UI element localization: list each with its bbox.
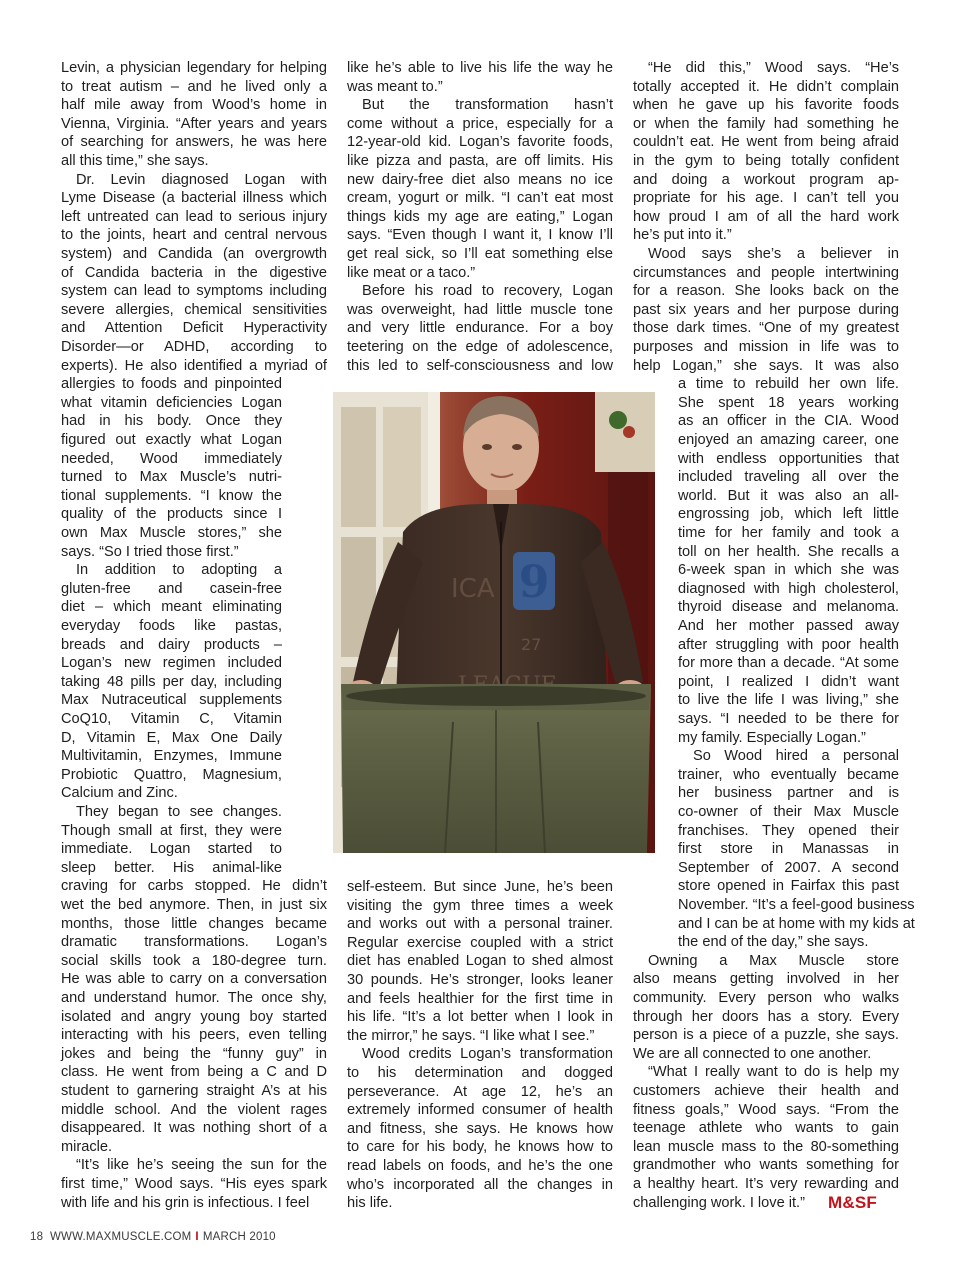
article-line: co-owner of their Max Muscle (678, 804, 899, 820)
article-line: past six years and her purpose during (633, 301, 899, 318)
article-line: enjoyed an amazing career, one (678, 432, 899, 448)
article-line: he’s put into it.” (633, 227, 732, 244)
article-line: was overweight, had little muscle tone (347, 301, 613, 318)
article-line: “He did this,” Wood says. “He’s (648, 60, 899, 76)
article-line: severe allergies, chemical sensitivities (61, 301, 327, 318)
article-line: She spent 18 years working (678, 394, 899, 411)
article-line: to treat autism – and he lived only a (61, 78, 327, 95)
article-line: like pizza and pasta, are off limits. His (347, 153, 613, 169)
article-line: cream, yogurt or milk. “I can’t eat most (347, 190, 613, 207)
article-line: Max Nutraceutical supplements (61, 692, 282, 709)
boy-holding-pants-photo (333, 392, 655, 853)
article-line: turned to Max Muscle’s nutri- (61, 469, 282, 486)
article-line: a healthy heart. It’s very rewarding and (633, 1176, 899, 1192)
article-line: They began to see changes. (76, 804, 282, 820)
article-line: when he gave up his favorite foods (633, 97, 899, 114)
article-line: and fitness, she says. He knows how (347, 1120, 613, 1137)
svg-text:ICA: ICA (451, 574, 495, 604)
article-line: like meat or a taco.” (347, 264, 476, 281)
article-line: fitness goals,” Wood says. “From the (633, 1101, 899, 1118)
article-line: diet – which meant eliminating (61, 599, 282, 616)
article-line: circumstances and people intertwining (633, 264, 899, 281)
article-line: So Wood hired a personal (693, 748, 899, 765)
article-line: says. “Even though I want it, I know I’ll (347, 227, 613, 244)
article-line: diagnosed with high cholesterol, (678, 580, 899, 597)
article-line: Lyme Disease (a bacterial illness which (61, 190, 327, 207)
article-line: Before his road to recovery, Logan (362, 283, 613, 300)
article-line: totally accepted it. He didn’t complain (633, 78, 899, 95)
article-line: what vitamin deficiencies Logan (61, 394, 282, 411)
article-line: to live the life I was living,” she (678, 692, 899, 709)
page-number: 18 (30, 1231, 44, 1243)
article-line: thyroid disease and melanoma. (678, 599, 899, 616)
article-line: teenage athlete who wants to gain (633, 1120, 899, 1137)
article-line: Logan’s new regimen included (61, 655, 282, 672)
article-line: everyday foods like pastas, (61, 618, 282, 634)
article-line: engrossing job, which left little (678, 506, 899, 523)
article-line: immediate. Logan started to (61, 841, 282, 858)
article-line: experts). He also identified a myriad of (61, 357, 327, 374)
article-line: teetering on the edge of adolescence, (347, 339, 613, 355)
article-line: through her doors has a story. Every (633, 1008, 899, 1025)
article-line: breads and dairy products – (61, 636, 282, 653)
article-line: says. “I needed to be there for (678, 711, 899, 727)
article-line: extremely informed consumer of health (347, 1102, 613, 1119)
article-line: Wood says she’s a believer in (648, 246, 899, 262)
article-line: like he’s able to live his life the way he (347, 60, 613, 76)
article-line: allergies to foods and pinpointed (61, 376, 282, 393)
article-line: figured out exactly what Logan (61, 432, 282, 448)
article-line: Calcium and Zinc. (61, 785, 178, 802)
article-line: tional supplements. “I know the (61, 487, 282, 504)
article-line: new dairy-free diet also means no ice (347, 171, 613, 188)
article-line: after struggling with poor health (678, 636, 899, 653)
article-line: was meant to.” (347, 78, 443, 95)
article-line: purposes and mission in life was to (633, 339, 899, 355)
article-line: self-esteem. But since June, he’s been (347, 879, 613, 895)
article-line: to care for his body, he knows how to (347, 1139, 613, 1156)
article-line: my family. Especially Logan.” (678, 729, 866, 746)
article-line: and I can be at home with my kids at (678, 915, 915, 932)
article-line: first store in Manassas in (678, 841, 899, 858)
article-line: student to garnering straight A’s at his (61, 1083, 327, 1099)
article-line: and Attention Deficit Hyperactivity (61, 320, 327, 337)
article-line: “It’s like he’s seeing the sun for the (76, 1157, 327, 1174)
article-line: middle school. And the violent rages (61, 1101, 327, 1118)
page-footer (30, 1231, 276, 1243)
article-line: But the transformation hasn’t (362, 97, 613, 114)
article-line: and understand humor. The once shy, (61, 990, 327, 1006)
article-line: CoQ10, Vitamin C, Vitamin (61, 711, 282, 727)
article-line: all this time,” she says. (61, 153, 209, 169)
article-line: for more than a decade. “At some (678, 655, 899, 672)
article-line: things kids my age are eating,” Logan (347, 208, 613, 225)
article-line: first time,” Wood says. “His eyes spark (61, 1176, 327, 1192)
article-line: to the joints, heart and central nervous (61, 227, 327, 244)
article-line: point, I realized I didn’t want (678, 673, 899, 690)
article-line: miracle. (61, 1138, 113, 1155)
article-line: class. He went from being a C and D (61, 1064, 327, 1081)
article-line: couldn’t eat. He went from being afraid (633, 134, 899, 151)
article-line: And her mother passed away (678, 618, 899, 634)
article-line: also means getting involved in her (633, 971, 899, 988)
article-line: D, Vitamin E, Max One Daily (61, 729, 282, 746)
article-line: perseverance. At age 12, he’s an (347, 1083, 613, 1100)
article-line: and works out with a personal trainer. (347, 916, 613, 933)
shirt-number-text: 9 (518, 557, 550, 608)
article-line: with endless opportunities that (678, 450, 899, 467)
article-line: “What I really want to do is help my (648, 1064, 899, 1081)
article-line: 30 pounds. He’s stronger, looks leaner (347, 972, 613, 988)
article-line: taking 48 pills per day, including (61, 673, 282, 690)
article-line: sleep better. His animal-like (61, 859, 282, 876)
footer-separator: I (195, 1231, 199, 1243)
article-line: and doing a workout program ap- (633, 171, 899, 188)
article-line: his life. (347, 1195, 393, 1212)
article-line: the mirror,” he says. “I like what I see.” (347, 1027, 595, 1044)
article-line: system) and Candida (an overgrowth (61, 246, 327, 262)
article-line: propriate for his age. I can’t tell you (633, 190, 899, 207)
article-line: read labels on foods, and he’s the one (347, 1158, 613, 1174)
article-line: trainer, who eventually became (678, 766, 899, 783)
article-line: Levin, a physician legendary for helping (61, 60, 327, 76)
article-line: of searching for answers, he was here (61, 134, 327, 151)
article-line: September of 2007. A second (678, 859, 899, 876)
article-line: grandmother who wants something for (633, 1157, 899, 1174)
article-line: this led to self-consciousness and low (347, 357, 613, 374)
article-line: dramatic transformations. Logan’s (61, 934, 327, 951)
article-line: Vienna, Virginia. “After years and years (61, 115, 327, 132)
article-line: and feels healthier for the first time in (347, 990, 613, 1007)
article-line: We are all connected to one another. (633, 1045, 872, 1062)
article-line: come without a price, especially for a (347, 115, 613, 132)
shirt-small-text: 27 (521, 635, 542, 654)
article-line: to his determination and dogged (347, 1065, 613, 1081)
article-line: Multivitamin, Enzymes, Immune (61, 748, 282, 765)
article-line: a time to rebuild her own life. (678, 376, 899, 393)
article-line: get real sick, so I’ll eat something else (347, 246, 613, 262)
article-line: He was able to carry on a conversation (61, 971, 327, 988)
article-line: Wood credits Logan’s transformation (362, 1046, 613, 1063)
article-line: Dr. Levin diagnosed Logan with (76, 171, 327, 188)
article-line: diet has enabled Logan to shed almost (347, 953, 613, 970)
article-line: world. But it was also an all- (678, 487, 899, 504)
footer-issue: MARCH 2010 (202, 1231, 276, 1243)
article-line: Regular exercise coupled with a strict (347, 934, 613, 951)
article-line: her business partner and is (678, 785, 899, 802)
article-line: of Candida bacteria in the digestive (61, 264, 327, 281)
article-line: challenging work. I love it.” (633, 1194, 805, 1211)
article-line: In addition to adopting a (76, 562, 282, 579)
article-line: those dark times. “One of my greatest (633, 320, 899, 337)
article-line: 6-week span in which she was (678, 562, 899, 579)
article-line: with life and his grin is infectious. I feel (61, 1194, 310, 1211)
magazine-end-mark: M&SF (828, 1193, 877, 1212)
article-line: social skills took a 180-degree turn. (61, 952, 327, 969)
article-line: store opened in Fairfax this past (678, 878, 899, 895)
article-line: community. Every person who walks (633, 990, 899, 1006)
article-line: included traveling all over the (678, 469, 899, 486)
article-line: 12-year-old kid. Logan’s favorite foods, (347, 134, 613, 151)
article-line: Probiotic Quattro, Magnesium, (61, 766, 282, 783)
article-line: help Logan,” she says. It was also (633, 357, 899, 374)
article-line: Owning a Max Muscle store (648, 952, 899, 969)
article-line: had in his body. Once they (61, 413, 282, 430)
article-line: the end of the day,” she says. (678, 934, 869, 951)
article-line: system can lead to symptoms including (61, 283, 327, 300)
article-line: person is a piece of a puzzle, she says. (633, 1027, 899, 1044)
article-line: how proud I am of all the hard work (633, 208, 899, 225)
article-line: months, those little changes became (61, 915, 327, 932)
article-line: time for her family and took a (678, 525, 899, 541)
article-line: Disorder—or ADHD, according to (61, 339, 327, 355)
article-line: lean muscle mass to the 80-something (633, 1138, 899, 1155)
article-line: needed, Wood immediately (61, 450, 282, 467)
article-photo (333, 392, 655, 853)
article-line: as an officer in the CIA. Wood (678, 413, 899, 430)
article-line: craving for carbs stopped. He didn’t (61, 878, 327, 895)
article-line: wet the bed anymore. Then, in just six (61, 897, 327, 913)
article-line: who’s incorporated all the changes in (347, 1176, 613, 1193)
article-line: quality of the products since I (61, 506, 282, 523)
article-line: and very little endurance. For a boy (347, 320, 613, 337)
article-line: customers achieve their health and (633, 1083, 899, 1099)
article-line: toll on her health. She recalls a (678, 543, 899, 560)
article-line: left untreated can lead to serious injury (61, 208, 327, 225)
article-line: November. “It’s a feel-good business (678, 897, 915, 913)
article-line: gluten-free and casein-free (61, 580, 282, 597)
article-line: says. “So I tried those first.” (61, 543, 239, 560)
article-line: his life. “It’s a lot better when I look in (347, 1009, 613, 1026)
article-line: visiting the gym three times a week (347, 897, 613, 914)
article-line: in the gym to being totally confident (633, 153, 899, 169)
article-line: or when the family had something he (633, 115, 899, 132)
footer-site: WWW.MAXMUSCLE.COM (50, 1231, 192, 1243)
article-line: disappeared. It was nothing short of a (61, 1120, 327, 1137)
article-line: own Max Muscle stores,” she (61, 525, 282, 541)
article-line: half mile away from Wood’s home in (61, 97, 327, 114)
article-line: for a reason. She looks back on the (633, 283, 899, 300)
article-line: jokes and being the “funny guy” in (61, 1045, 327, 1062)
article-line: franchises. They opened their (678, 822, 899, 839)
article-line: Though small at first, they were (61, 822, 282, 839)
article-line: interacting with his peers, even telling (61, 1027, 327, 1044)
article-line: isolated and angry young boy started (61, 1008, 327, 1025)
